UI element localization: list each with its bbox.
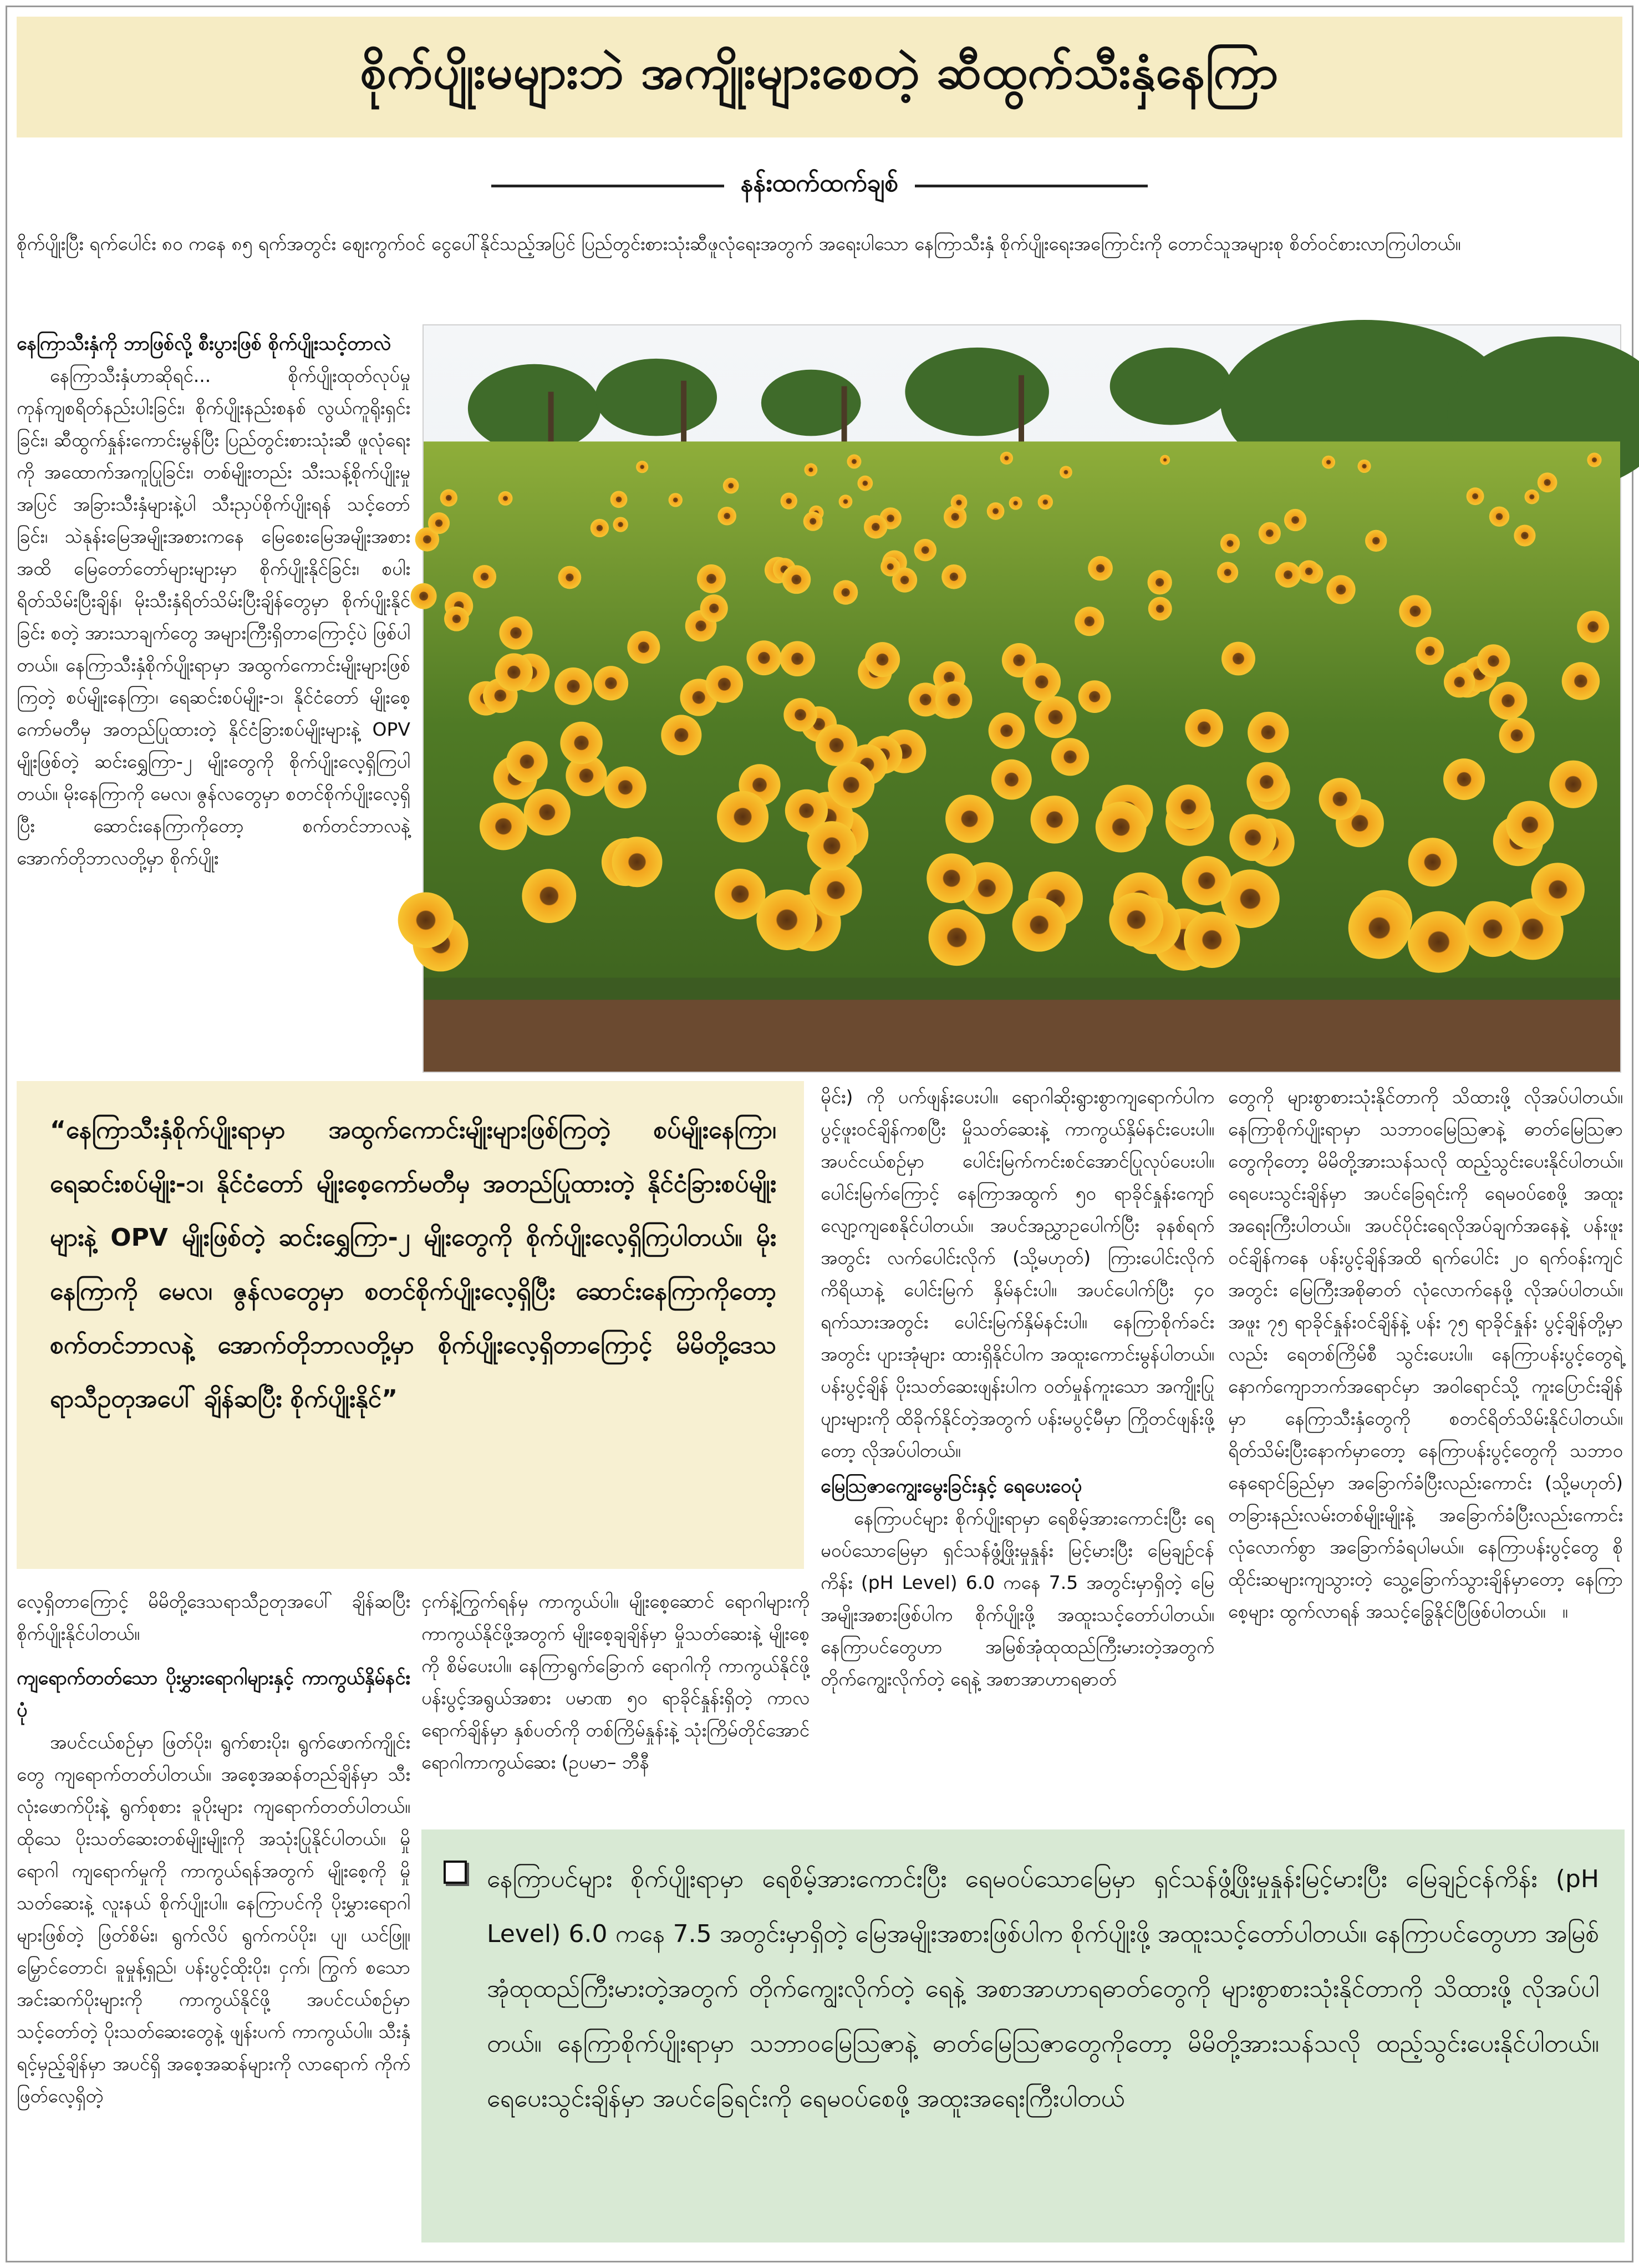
sunflower-head bbox=[935, 681, 972, 718]
sunflower-head bbox=[1012, 898, 1066, 952]
sunflower-head bbox=[927, 853, 976, 903]
left-column-upper bbox=[17, 324, 410, 1078]
sunflower-head bbox=[1531, 863, 1584, 916]
sunflower-head bbox=[1326, 575, 1355, 604]
sunflower-head bbox=[1078, 680, 1111, 713]
byline-rule-left bbox=[491, 185, 724, 187]
sunflower-head bbox=[1217, 562, 1238, 583]
sunflower-head bbox=[1416, 637, 1444, 665]
sunflower-head bbox=[847, 455, 861, 469]
sunflower-head bbox=[807, 821, 857, 870]
sunflower-head bbox=[1499, 717, 1535, 753]
sunflower-head bbox=[591, 519, 609, 537]
lower-middle-column bbox=[421, 1586, 810, 1818]
sunflower-head bbox=[499, 616, 532, 650]
sunflower-head bbox=[1220, 534, 1240, 553]
sunflower-head bbox=[1298, 560, 1320, 582]
sunflower-head bbox=[1147, 570, 1172, 594]
sunflower-head bbox=[1348, 897, 1411, 959]
sunflower-head bbox=[1467, 487, 1484, 505]
body-disease-prevention: ငှက်နဲ့ကြွက်ရန်မှ ကာကွယ်ပါ။ မျိုးစေ့ဆောင် ရောဂါများကို ကာကွယ်နိုင်ဖို့အတွက် မျိုးစေ့ချချိန်မှာ မှိုသတ်ဆေးနဲ့ မျိုးစေ့ကို စိမ်ပေးပါ။ နေကြာရွက်ခြောက် ရောဂါကို ကာကွယ်နိုင်ဖို့ ပန်းပွင့်အရွယ်အစား ပမာဏ ၅၀ ရာခိုင်နှုန်းရှိတဲ့ ကာလ ရောက်ချိန်မှာ နှစ်ပတ်ကို တစ်ကြိမ်နှုန်းနဲ့ သုံးကြိမ်တိုင်အောင် ရောဂါကာကွယ်ဆေး (ဥပမာ– ဘီနီ bbox=[421, 1591, 810, 1773]
sunflower-head bbox=[1489, 507, 1510, 527]
sunflower-head bbox=[1038, 495, 1053, 509]
sunflower-head bbox=[941, 564, 966, 589]
sunflower-head bbox=[473, 565, 496, 588]
summary-box bbox=[421, 1829, 1625, 2242]
sunflower-head bbox=[440, 489, 457, 506]
sunflower-head bbox=[428, 512, 450, 534]
sunflower-head bbox=[828, 762, 874, 808]
sunflower-head bbox=[480, 803, 527, 850]
sunflower-head bbox=[1000, 452, 1013, 465]
sunflower-head bbox=[495, 653, 533, 691]
summary-text: နေကြာပင်များ စိုက်ပျိုးရာမှာ ရေစိမ့်အားကောင်းပြီး ရေမဝပ်သောမြေမှာ ရှင်သန်ဖွံ့ဖြိုးမှုနှုန်းမြင့်မားပြီး မြေချဉ်ငန်ကိန်း (pH Level) 6.0 ကနေ 7.5 အတွင်းမှာရှိတဲ့ မြေအမျိုးအစားဖြစ်ပါက စိုက်ပျိုးဖို့ အထူးသင့်တော်ပါတယ်။ နေကြာပင်တွေဟာ အမြစ်အုံထုထည်ကြီးမားတဲ့အတွက် တိုက်ကျွေးလိုက်တဲ့ ရေနဲ့ အစာအာဟာရဓာတ်တွေကို များစွာစားသုံးနိုင်တာကို သိထားဖို့ လိုအပ်ပါတယ်။ နေကြာစိုက်ပျိုးရာမှာ သဘာဝမြေဩဇာနဲ့ ဓာတ်မြေဩဇာတွေကိုတော့ မိမိတို့အားသန်သလို ထည့်သွင်းပေးနိုင်ပါတယ်။ ရေပေးသွင်းချိန်မှာ အပင်ခြေရင်းကို ရေမဝပ်စေဖို့ အထူးအရေးကြီးပါတယ် bbox=[487, 1865, 1599, 2113]
sunflower-head bbox=[661, 715, 701, 755]
sunflower-field-image bbox=[424, 325, 1620, 1072]
sunflower-head bbox=[610, 491, 628, 508]
sunflower-head bbox=[1477, 644, 1510, 677]
middle-column bbox=[821, 1081, 1214, 1690]
sunflower-head bbox=[781, 493, 797, 509]
sunflower-head bbox=[810, 864, 862, 916]
sunflower-head bbox=[1444, 666, 1475, 697]
sunflower-head bbox=[444, 607, 469, 631]
sunflower-head bbox=[506, 741, 548, 782]
body-why-grow: နေကြာသီးနှံဟာဆိုရင်... စိုက်ပျိုးထုတ်လုပ်မှုကုန်ကျစရိတ်နည်းပါးခြင်း၊ စိုက်ပျိုးနည်းစနစ် လွယ်ကူရိုးရှင်းခြင်း၊ ဆီထွက်နှုန်းကောင်းမွန်ပြီး ပြည်တွင်းစားသုံးဆီ ဖူလုံရေးကို အထောက်အကူပြုခြင်း၊ တစ်မျိုးတည်း သီးသန့်စိုက်ပျိုးမှုအပြင် အခြားသီးနှံများနဲ့ပါ သီးညှပ်စိုက်ပျိုးရန် သင့်တော်ခြင်း၊ သဲနုန်းမြေအမျိုးအစားကနေ မြေစေးမြေအမျိုးအစားအထိ မြေတော်တော်များများမှာ စိုက်ပျိုးနိုင်ခြင်း၊ စပါးရိတ်သိမ်းပြီးချိန်၊ မိုးသီးနှံရိတ်သိမ်းပြီးချိန်တွေမှာ စိုက်ပျိုးနိုင်ခြင်း စတဲ့ အားသာချက်တွေ အများကြီးရှိတာကြောင့်ပဲ ဖြစ်ပါတယ်။ နေကြာသီးနှံစိုက်ပျိုးရာမှာ အထွက်ကောင်းမျိုးများဖြစ်ကြတဲ့ စပ်မျိုးနေကြာ၊ ရေဆင်းစပ်မျိုး-၁၊ နိုင်ငံတော် မျိုးစေ့ကော်မတီမှ အတည်ပြုထားတဲ့ နိုင်ငံခြားစပ်မျိုးများနဲ့ OPV မျိုးဖြစ်တဲ့ ဆင်းရွှေကြာ-၂ မျိုးတွေကို စိုက်ပျိုးလေ့ရှိကြပါတယ်။ မိုးနေကြာကို မေလ၊ ဇွန်လတွေမှာ စတင်စိုက်ပျိုးလေ့ရှိပြီး ဆောင်းနေကြာကိုတော့ စက်တင်ဘာလနဲ့ အောက်တိုဘာလတို့မှာ စိုက်ပျိုး bbox=[17, 365, 410, 869]
sunflower-head bbox=[1166, 784, 1210, 829]
article-intro: စိုက်ပျိုးပြီး ရက်ပေါင်း ၈၀ ကနေ ၈၅ ရက်အတွင်း ဈေးကွက်ဝင် ငွေပေါ်နိုင်သည့်အပြင် ပြည်တွင်းစားသုံးဆီဖူလုံရေးအတွက် အရေးပါသော နေကြာသီးနှံ စိုက်ပျိုးရေးအကြောင်းကို တောင်သူအများစု စိတ်ဝင်စားလာကြပါတယ်။ bbox=[17, 233, 1461, 254]
sunflower-head bbox=[398, 893, 454, 949]
sunflower-head bbox=[1075, 607, 1104, 636]
sunflower-head bbox=[1549, 761, 1597, 808]
sunflower-head bbox=[756, 889, 817, 950]
subhead-fertilizer-water: မြေဩဇာကျွေးမွေးခြင်းနှင့် ရေပေးဝေပုံ bbox=[821, 1475, 1082, 1497]
sunflower-head bbox=[697, 564, 726, 593]
headline-banner bbox=[17, 17, 1622, 137]
right-column bbox=[1228, 1081, 1623, 1818]
sunflower-head bbox=[1031, 796, 1079, 844]
sunflower-head bbox=[560, 722, 602, 764]
sunflower-head bbox=[594, 666, 628, 700]
sunflower-head bbox=[1229, 814, 1276, 861]
sunflower-head bbox=[1275, 562, 1301, 588]
author-name: နန်းထက်ထက်ချစ် bbox=[740, 169, 899, 197]
sunflower-head bbox=[816, 724, 857, 766]
body-fertilizer-water: နေကြာပင်များ စိုက်ပျိုးရာမှာ ရေစိမ့်အားကောင်းပြီး ရေမဝပ်သောမြေမှာ ရှင်သန်ဖွံ့ဖြိုးမှုနှုန်း မြင့်မားပြီး မြေချဉ်ငန်ကိန်း (pH Level) 6.0 ကနေ 7.5 အတွင်းမှာရှိတဲ့ မြေအမျိုးအစားဖြစ်ပါက စိုက်ပျိုးဖို့ အထူးသင့်တော်ပါတယ်။ နေကြာပင်တွေဟာ အမြစ်အုံထုထည်ကြီးမားတဲ့အတွက် တိုက်ကျွေးလိုက်တဲ့ ရေနဲ့ အစာအာဟာရဓာတ် bbox=[821, 1507, 1214, 1690]
sunflower-head bbox=[717, 507, 736, 526]
sunflower-head bbox=[522, 869, 576, 923]
sunflower-head bbox=[723, 478, 739, 494]
sunflower-head bbox=[1408, 911, 1469, 972]
sunflower-head bbox=[1259, 522, 1281, 544]
sunflower-head bbox=[1577, 611, 1609, 643]
sunflower-head bbox=[1109, 893, 1163, 947]
sunflower-head bbox=[746, 640, 781, 675]
sunflower-head bbox=[1357, 460, 1371, 473]
sunflower-head bbox=[1525, 490, 1540, 504]
sunflower-head bbox=[1160, 455, 1170, 465]
body-weed-control: မိုင်း) ကို ပက်ဖျန်းပေးပါ။ ရောဂါဆိုးရွားစွာကျရောက်ပါက ပွင့်ဖူးဝင်ချိန်ကစပြီး မှိုသတ်ဆေးနဲ့ ကာကွယ်နှိမ်နင်းပေးပါ။ အပင်ငယ်စဉ်မှာ ပေါင်းမြက်ကင်းစင်အောင်ပြုလုပ်ပေးပါ။ ပေါင်းမြက်ကြောင့် နေကြာအထွက် ၅၀ ရာခိုင်နှုန်းကျော် လျော့ကျစေနိုင်ပါတယ်။ အပင်အညွှာဥပေါက်ပြီး ခုနစ်ရက်အတွင်း လက်ပေါင်းလိုက် (သို့မဟုတ်) ကြားပေါင်းလိုက်ကိရိယာနဲ့ ပေါင်းမြက် နှိမ်နင်းပါ။ အပင်ပေါက်ပြီး ၄၀ ရက်သားအတွင်း ပေါင်းမြက်နှိမ်နင်းပါ။ နေကြာစိုက်ခင်းအတွင်း ပျားအုံများ ထားရှိနိုင်ပါက အထူးကောင်းမွန်ပါတယ်။ ပန်းပွင့်ချိန် ပိုးသတ်ဆေးဖျန်းပါက ဝတ်မှုန်ကူးသော အကျိုးပြုပျားများကို ထိခိုက်နိုင်တဲ့အတွက် ပန်းမပွင့်မီမှာ ကြိုတင်ဖျန်းဖို့တော့ လိုအပ်ပါတယ်။ bbox=[821, 1086, 1214, 1461]
sunflower-head bbox=[1489, 682, 1528, 720]
sunflower-head bbox=[864, 515, 888, 538]
sunflower-head bbox=[1319, 778, 1361, 820]
sunflower-head bbox=[1060, 466, 1072, 478]
sunflower-head bbox=[1562, 662, 1600, 700]
sunflower-head bbox=[612, 837, 662, 887]
checkbox-bullet-icon bbox=[444, 1861, 467, 1884]
sunflower-head bbox=[706, 665, 743, 702]
sunflower-head bbox=[1246, 762, 1286, 802]
sunflower-head bbox=[857, 476, 873, 491]
sunflower-head bbox=[669, 493, 683, 507]
sunflower-head bbox=[1009, 496, 1022, 509]
sunflower-head bbox=[636, 461, 648, 473]
sunflower-head bbox=[782, 565, 811, 594]
sunflower-head bbox=[1182, 856, 1231, 905]
sunflower-head bbox=[717, 791, 768, 843]
article-headline: စိုက်ပျိုးမများဘဲ အကျိုးများစေတဲ့ ဆီထွက်သီးနှံနေကြာ bbox=[360, 45, 1279, 99]
sunflower-head bbox=[1408, 838, 1457, 886]
sunflower-head bbox=[987, 502, 1005, 520]
sunflower-head bbox=[1506, 801, 1554, 849]
sunflower-head bbox=[1322, 456, 1335, 469]
body-harvest-text: တွေကို များစွာစားသုံးနိုင်တာကို သိထားဖို့ လိုအပ်ပါတယ်။ နေကြာစိုက်ပျိုးရာမှာ သဘာဝမြေဩဇာနဲ့ ဓာတ်မြေဩဇာတွေကိုတော့ မိမိတို့အားသန်သလို ထည့်သွင်းပေးနိုင်ပါတယ်။ ရေပေးသွင်းချိန်မှာ အပင်ခြေရင်းကို ရေမဝပ်စေဖို့ အထူးအရေးကြီးပါတယ်။ အပင်ပိုင်းရေလိုအပ်ချက်အနေနဲ့ ပန်းဖူးဝင်ချိန်ကနေ ပန်းပွင့်ချိန်အထိ ရက်ပေါင်း ၂၀ ရက်ဝန်းကျင်အတွင်း မြေကြီးအစိုဓာတ် လုံလောက်နေဖို့ လိုအပ်ပါတယ်။ အဖူး ၇၅ ရာခိုင်နှုန်းဝင်ချိန်နဲ့ ပန်း ၇၅ ရာခိုင်နှုန်း ပွင့်ချိန်တို့မှာလည်း ရေတစ်ကြိမ်စီ သွင်းပေးပါ။ နေကြာပန်းပွင့်တွေရဲ့ နောက်ကျောဘက်အရောင်မှာ အဝါရောင်သို့ ကူးပြောင်းချိန်မှာ နေကြာသီးနှံတွေကို စတင်ရိတ်သိမ်းနိုင်ပါတယ်။ ရိတ်သိမ်းပြီးနောက်မှာတော့ နေကြာပန်းပွင့်တွေကို သဘာဝနေရောင်ခြည်မှာ အခြောက်ခံပြီးလည်းကောင်း (သို့မဟုတ်) တခြားနည်းလမ်းတစ်မျိုးမျိုးနဲ့ အခြောက်ခံပြီးလည်းကောင်း လုံလောက်စွာ အခြောက်ခံရပါမယ်။ နေကြာပန်းပွင့်တွေ စိုထိုင်းဆများကျသွားတဲ့ သွေ့ခြောက်သွားချိန်မှာတော့ နေကြာစေ့များ ထွက်လာရန် အသင့်ခြွေနိုင်ပြီဖြစ်ပါတယ်။ bbox=[1228, 1086, 1623, 1622]
sunflower-field-photo bbox=[423, 324, 1621, 1073]
subhead-pests: ကျရောက်တတ်သော ပိုးမွှားရောဂါများနှင့် ကာကွယ်နှိမ်နင်းပုံ bbox=[17, 1667, 410, 1721]
sunflower-head bbox=[700, 594, 728, 622]
sunflower-head bbox=[1587, 453, 1601, 467]
sunflower-head bbox=[1443, 758, 1485, 800]
end-mark: ။ bbox=[1562, 1601, 1568, 1622]
sunflower-head bbox=[1185, 709, 1223, 747]
body-harvest bbox=[1228, 1081, 1623, 1628]
sunflower-head bbox=[411, 583, 437, 609]
sunflower-head bbox=[833, 580, 858, 604]
sunflower-head bbox=[1022, 663, 1061, 701]
sunflower-head bbox=[498, 491, 513, 506]
pull-quote-text: “နေကြာသီးနှံစိုက်ပျိုးရာမှာ အထွက်ကောင်းမျိုးများဖြစ်ကြတဲ့ စပ်မျိုးနေကြာ၊ ရေဆင်းစပ်မျိုး-၁၊ နိုင်ငံတော် မျိုးစေ့ကော်မတီမှ အတည်ပြုထားတဲ့ နိုင်ငံခြားစပ်မျိုးများနဲ့ OPV မျိုးဖြစ်တဲ့ ဆင်းရွှေကြာ-၂ မျိုးတွေကို စိုက်ပျိုးလေ့ရှိကြပါတယ်။ မိုးနေကြာကို မေလ၊ ဇွန်လတွေမှာ စတင်စိုက်ပျိုးလေ့ရှိပြီး ဆောင်းနေကြာကိုတော့ စက်တင်ဘာလနဲ့ အောက်တိုဘာလတို့မှာ စိုက်ပျိုးလေ့ရှိတာကြောင့် မိမိတို့ဒေသရာသီဥတုအပေါ် ချိန်ဆပြီး စိုက်ပျိုးနိုင်” bbox=[50, 1116, 776, 1413]
sunflower-head bbox=[1035, 696, 1077, 738]
sunflower-head bbox=[1465, 901, 1521, 957]
sunflower-head bbox=[1538, 472, 1557, 492]
body-season-continue: လေ့ရှိတာကြောင့် မိမိတို့ဒေသရာသီဥတုအပေါ် ချိန်ဆပြီး စိုက်ပျိုးနိုင်ပါတယ်။ bbox=[17, 1591, 410, 1644]
sunflower-head bbox=[613, 517, 628, 532]
sunflower-head bbox=[839, 495, 853, 508]
sunflower-head bbox=[865, 642, 900, 677]
sunflower-head bbox=[554, 667, 592, 705]
byline bbox=[17, 161, 1622, 211]
sunflower-head bbox=[945, 794, 994, 843]
sunflower-head bbox=[604, 766, 647, 808]
sunflower-head bbox=[558, 566, 582, 589]
sunflower-head bbox=[914, 539, 936, 561]
sunflower-head bbox=[524, 789, 571, 835]
sunflower-head bbox=[991, 760, 1032, 800]
sunflower-head bbox=[1148, 597, 1172, 621]
sunflower-head bbox=[1399, 595, 1431, 627]
sunflower-head bbox=[805, 463, 818, 477]
sunflower-head bbox=[783, 698, 817, 731]
sunflower-head bbox=[1248, 712, 1289, 753]
sunflower-head bbox=[1096, 802, 1147, 853]
sunflower-head bbox=[1284, 509, 1306, 531]
sunflower-head bbox=[1051, 738, 1089, 776]
sunflower-head bbox=[803, 512, 823, 531]
sunflower-head bbox=[1365, 530, 1387, 552]
body-pests: အပင်ငယ်စဉ်မှာ ဖြတ်ပိုး၊ ရွက်စားပိုး၊ ရွက်ဖောက်ကျိုင်းတွေ ကျရောက်တတ်ပါတယ်။ အစေ့အဆန်တည်ချိန်မှာ သီးလုံးဖောက်ပိုးနဲ့ ရွက်စုစား ခူပိုးများ ကျရောက်တတ်ပါတယ်။ ထိုသေ ပိုးသတ်ဆေးတစ်မျိုးမျိုးကို အသုံးပြုနိုင်ပါတယ်။ မှိုရောဂါ ကျရောက်မှုကို ကာကွယ်ရန်အတွက် မျိုးစေ့ကို မှိုသတ်ဆေးနဲ့ လူးနယ် စိုက်ပျိုးပါ။ နေကြာပင်ကို ပိုးမွှားရောဂါများဖြစ်တဲ့ ဖြတ်စိမ်း၊ ရွက်လိပ် ရွက်ကပ်ပိုး၊ ပျ၊ ယင်ဖြူ၊ မြှောင်တောင်၊ ခူမှုန့်ရှည်၊ ပန်းပွင့်ထိုးပိုး၊ ငှက်၊ ကြွက် စသော အင်းဆက်ပိုးများကို ကာကွယ်နိုင်ဖို့ အပင်ငယ်စဉ်မှာ သင့်တော်တဲ့ ပိုးသတ်ဆေးတွေနဲ့ ဖျန်းပက် ကာကွယ်ပါ။ သီးနှံရင့်မှည့်ချိန်မှာ အပင်ရှိ အစေ့အဆန်များကို လာရောက် ကိုက်ဖြတ်လေ့ရှိတဲ့ bbox=[17, 1731, 410, 2107]
sunflower-head bbox=[780, 641, 815, 676]
sunflower-head bbox=[989, 712, 1025, 749]
sunflower-head bbox=[1221, 642, 1255, 676]
sunflower-head bbox=[951, 495, 968, 511]
left-column-lower bbox=[17, 1586, 410, 2251]
sunflower-head bbox=[1514, 525, 1535, 547]
subhead-why-grow: နေကြာသီးနှံကို ဘာဖြစ်လို့ စီးပွားဖြစ် စိုက်ပျိုးသင့်တာလဲ bbox=[17, 333, 391, 355]
sunflower-head bbox=[929, 909, 985, 966]
sunflower-head bbox=[880, 557, 900, 577]
byline-rule-right bbox=[915, 185, 1148, 187]
pull-quote-box bbox=[17, 1081, 804, 1569]
sunflower-head bbox=[1088, 556, 1113, 581]
sunflower-head bbox=[627, 631, 660, 664]
